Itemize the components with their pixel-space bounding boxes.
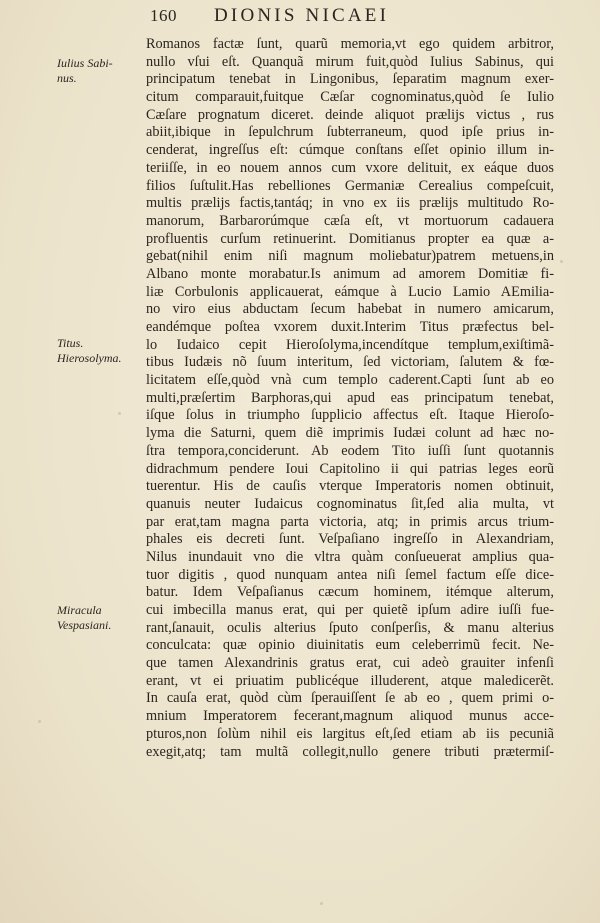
body-text-column [146, 36, 554, 761]
text-line: lo Iudaico cepit Hieroſolyma,incendítque templum,exiſtimã- [146, 336, 554, 353]
text-line: ſtra tempora,conciderunt. Ab eodem Tito iuſſi ſunt quotannis [146, 442, 554, 459]
text-line: manorum, Barbarorúmque cæſa eſt, vt mortuorum cadauera [146, 212, 554, 229]
text-line: que tamen Alexandrinis gratus erat, cui adeò grauiter infenſi [146, 655, 554, 672]
text-line: Nilus inundauit vno die vltra quàm conſueuerat amplius qua- [146, 548, 554, 565]
text-line: profluentis curſum retinuerint. Domitianus propter ea quæ a- [146, 230, 554, 247]
text-line: quanuis neuter Iudaicus cognominatus ſit,ſed alia multa, vt [146, 495, 554, 512]
text-line: tuor digitis , quod nunquam antea niſi ſemel factum eſſe dice- [146, 566, 554, 583]
text-line: In cauſa erat, quòd cùm ſperauiſſent ſe ab eo , quem primi o- [146, 690, 554, 707]
text-line: citum comparauit,fuitque Cæſar cognominatus,quòd ſe Iulio [146, 89, 554, 106]
text-line: mnium Imperatorem fecerant,magnum aliquod munus acce- [146, 708, 554, 725]
text-line: Romanos factæ ſunt, quarũ memoria,vt ego quidem arbitror, [146, 36, 554, 52]
text-line: didrachmum pendere Ioui Capitolino ii qui patrias leges eorũ [146, 460, 554, 477]
text-line: lyma die Saturni, quem diẽ imprimis Iudæi colunt ad hæc no- [146, 425, 554, 442]
text-line: principatum tenebat in Lingonibus, ſeparatim magnum exer- [146, 71, 554, 88]
page-number: 160 [150, 6, 177, 25]
text-line: batur. Idem Veſpaſianus cæcum hominem, itémque alterum, [146, 584, 554, 601]
running-title: DIONIS NICAEI [214, 5, 390, 26]
text-line: multis prælijs factis,tantáq; in vno ex iis prælijs multitudo Ro- [146, 195, 554, 212]
text-line: conculcata: quæ opinio diuinitatis eum celeberrimũ fecit. Ne- [146, 637, 554, 654]
text-line: tibus Iudæis nõ ſuum interitum, ſed victoriam, ſalutem & fœ- [146, 354, 554, 371]
text-line: eandémque poſtea vxorem duxit.Interim Titus præfectus bel- [146, 319, 554, 335]
text-line: cui imbecilla manus erat, qui per quietẽ ipſum adire iuſſi fue- [146, 602, 554, 618]
text-line: teriiſſe, in eo nouem annos cum vxore delituit, ex eáque duos [146, 159, 554, 176]
text-line: multi,præſertim Barphoras,qui apud eas principatum tenebat, [146, 389, 554, 406]
text-line: rant,ſanauit, oculis alterius ſputo conſperſis, & manu alterius [146, 619, 554, 636]
text-line: par erat,tam magna parta victoria, atq; in primis arcus trium- [146, 513, 554, 530]
margin-note-titus [57, 336, 122, 366]
margin-note-iulius-sabinus [57, 56, 113, 86]
text-line: iſque ſolus in triumpho ſupplicio affectus eſt. Itaque Hieroſo- [146, 407, 554, 424]
text-line: abiit,ibique in ſepulchrum ſubterraneum, quod ipſe prius in- [146, 124, 554, 141]
text-line: no viro eius abductam ſecum habebat in numero amicarum, [146, 301, 554, 318]
text-line: liæ Corbulonis applicauerat, eámque à Lucio Lamio AEmilia- [146, 283, 554, 300]
text-line: filios ſuſtulit.Has rebelliones Germaniæ Cerealius compeſcuit, [146, 177, 554, 194]
text-line: phales eis decreti ſunt. Veſpaſiano ingreſſo in Alexandriam, [146, 531, 554, 548]
margin-note-text: Titus. Hierosolyma. [57, 336, 122, 365]
text-line: pturos,non ſolùm nihil eis largitus eſt,ſed etiam ab iis pecuniã [146, 725, 554, 742]
text-line: Albano monte morabatur.Is animum ad amorem Domitiæ fi- [146, 265, 554, 282]
text-line: nullo vſui eſt. Quanquã mirum fuit,quòd Iulius Sabinus, qui [146, 53, 554, 70]
text-line: cenderat, ingreſſus eſt: cúmque conſtans eſſet opinio illum in- [146, 142, 554, 159]
margin-note-miracula [57, 603, 111, 633]
text-line: erant, vt ei priuatim publicéque illuderent, atque maledicerẽt. [146, 672, 554, 689]
text-line: licitatem eſſe,quòd vnà cum templo caderent.Capti ſunt ab eo [146, 372, 554, 389]
text-line: exegit,atq; tam multã collegit,nullo genere tributi prætermiſ- [146, 743, 554, 760]
text-line: Cæſare prognatum diceret. deinde aliquot prælijs victus , rus [146, 106, 554, 123]
text-line: gebat(nihil enim niſi magnum moliebatur)patrem metuens,in [146, 248, 554, 265]
text-line: tuerentur. His de cauſis vterque Imperatoris nomen obtinuit, [146, 478, 554, 495]
margin-note-text: Miracula Vespasiani. [57, 603, 112, 632]
margin-note-text: Iulius Sabi- nus. [57, 56, 113, 85]
